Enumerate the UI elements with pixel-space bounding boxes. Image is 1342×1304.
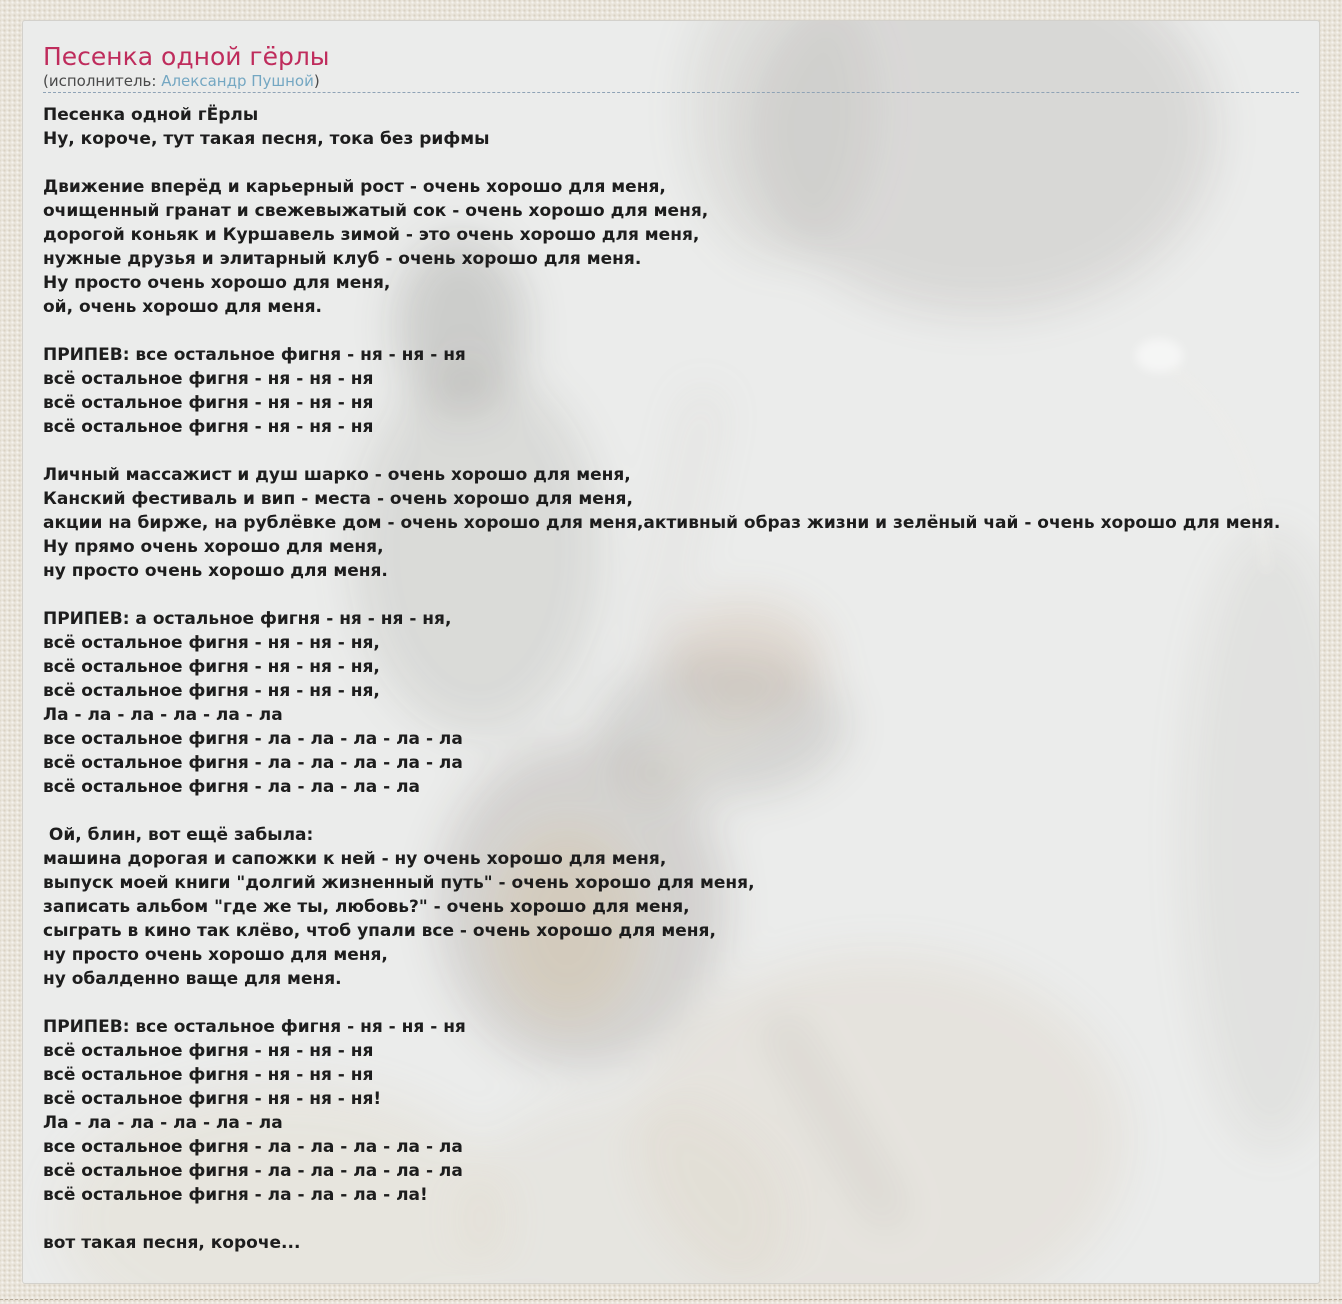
lyric-line: Личный массажист и душ шарко - очень хорошо для меня, [43,465,631,485]
lyric-line: все остальное фигня - ла - ла - ла - ла - ла [43,1137,463,1157]
page-title: Песенка одной гёрлы [43,42,330,71]
lyric-line: всё остальное фигня - ла - ла - ла - ла - ла [43,1161,463,1181]
lyric-line: Ой, блин, вот ещё забыла: [43,825,314,845]
lyric-line [43,439,1299,463]
lyric-line: записать альбом "где же ты, любовь?" - очень хорошо для меня, [43,897,690,917]
lyric-line: ПРИПЕВ: все остальное фигня - ня - ня - ня [43,345,466,365]
lyric-line: ну обалденно ваще для меня. [43,969,342,989]
lyric-line: вот такая песня, короче... [43,1233,301,1253]
lyric-line [43,151,1299,175]
artist-link[interactable]: Александр Пушной [161,72,314,90]
lyric-line: ну просто очень хорошо для меня. [43,561,388,581]
lyric-line [43,319,1299,343]
lyric-line: выпуск моей книги "долгий жизненный путь" - очень хорошо для меня, [43,873,755,893]
content-area [23,21,1319,1255]
performer-label: (исполнитель: [43,72,162,90]
lyric-line: нужные друзья и элитарный клуб - очень хорошо для меня. [43,249,642,269]
performer-line [43,71,1299,93]
lyric-line: Ну, короче, тут такая песня, тока без рифмы [43,129,490,149]
lyric-line: всё остальное фигня - ла - ла - ла - ла [43,777,421,797]
lyrics-card [22,20,1320,1284]
lyric-line: Песенка одной гЁрлы [43,105,259,125]
lyric-line: Канский фестиваль и вип - места - очень хорошо для меня, [43,489,633,509]
lyric-line: всё остальное фигня - ня - ня - ня [43,417,374,437]
lyrics [43,103,1299,1255]
lyric-line [43,799,1299,823]
lyric-line: Ну прямо очень хорошо для меня, [43,537,384,557]
lyric-line: всё остальное фигня - ня - ня - ня [43,1041,374,1061]
lyric-line: Ла - ла - ла - ла - ла - ла [43,1113,283,1133]
lyric-line: сыграть в кино так клёво, чтоб упали все - очень хорошо для меня, [43,921,716,941]
performer-suffix: ) [313,72,320,90]
lyric-line: всё остальное фигня - ня - ня - ня, [43,657,380,677]
lyric-line: акции на бирже, на рублёвке дом - очень хорошо для меня,активный образ жизни и зелёный чай - очень хорошо для меня. [43,513,1281,533]
lyric-line: ПРИПЕВ: а остальное фигня - ня - ня - ня, [43,609,452,629]
lyric-line [43,583,1299,607]
lyric-line: ну просто очень хорошо для меня, [43,945,388,965]
lyric-line [43,1207,1299,1231]
lyric-line: ой, очень хорошо для меня. [43,297,322,317]
bottom-dashed-divider [0,1299,1342,1300]
lyric-line: Движение вперёд и карьерный рост - очень хорошо для меня, [43,177,666,197]
lyric-line: всё остальное фигня - ня - ня - ня [43,369,374,389]
lyric-line: Ла - ла - ла - ла - ла - ла [43,705,283,725]
lyric-line: всё остальное фигня - ня - ня - ня [43,1065,374,1085]
lyric-line: ПРИПЕВ: все остальное фигня - ня - ня - ня [43,1017,466,1037]
lyric-line: дорогой коньяк и Куршавель зимой - это очень хорошо для меня, [43,225,700,245]
lyric-line: всё остальное фигня - ла - ла - ла - ла - ла [43,753,463,773]
lyric-line: всё остальное фигня - ня - ня - ня! [43,1089,382,1109]
lyric-line: очищенный гранат и свежевыжатый сок - очень хорошо для меня, [43,201,709,221]
lyric-line: всё остальное фигня - ня - ня - ня [43,393,374,413]
lyric-line: всё остальное фигня - ня - ня - ня, [43,681,380,701]
lyric-line: всё остальное фигня - ла - ла - ла - ла! [43,1185,428,1205]
lyric-line: всё остальное фигня - ня - ня - ня, [43,633,380,653]
lyric-line: машина дорогая и сапожки к ней - ну очень хорошо для меня, [43,849,667,869]
lyric-line: Ну просто очень хорошо для меня, [43,273,391,293]
lyric-line [43,991,1299,1015]
lyric-line: все остальное фигня - ла - ла - ла - ла - ла [43,729,463,749]
